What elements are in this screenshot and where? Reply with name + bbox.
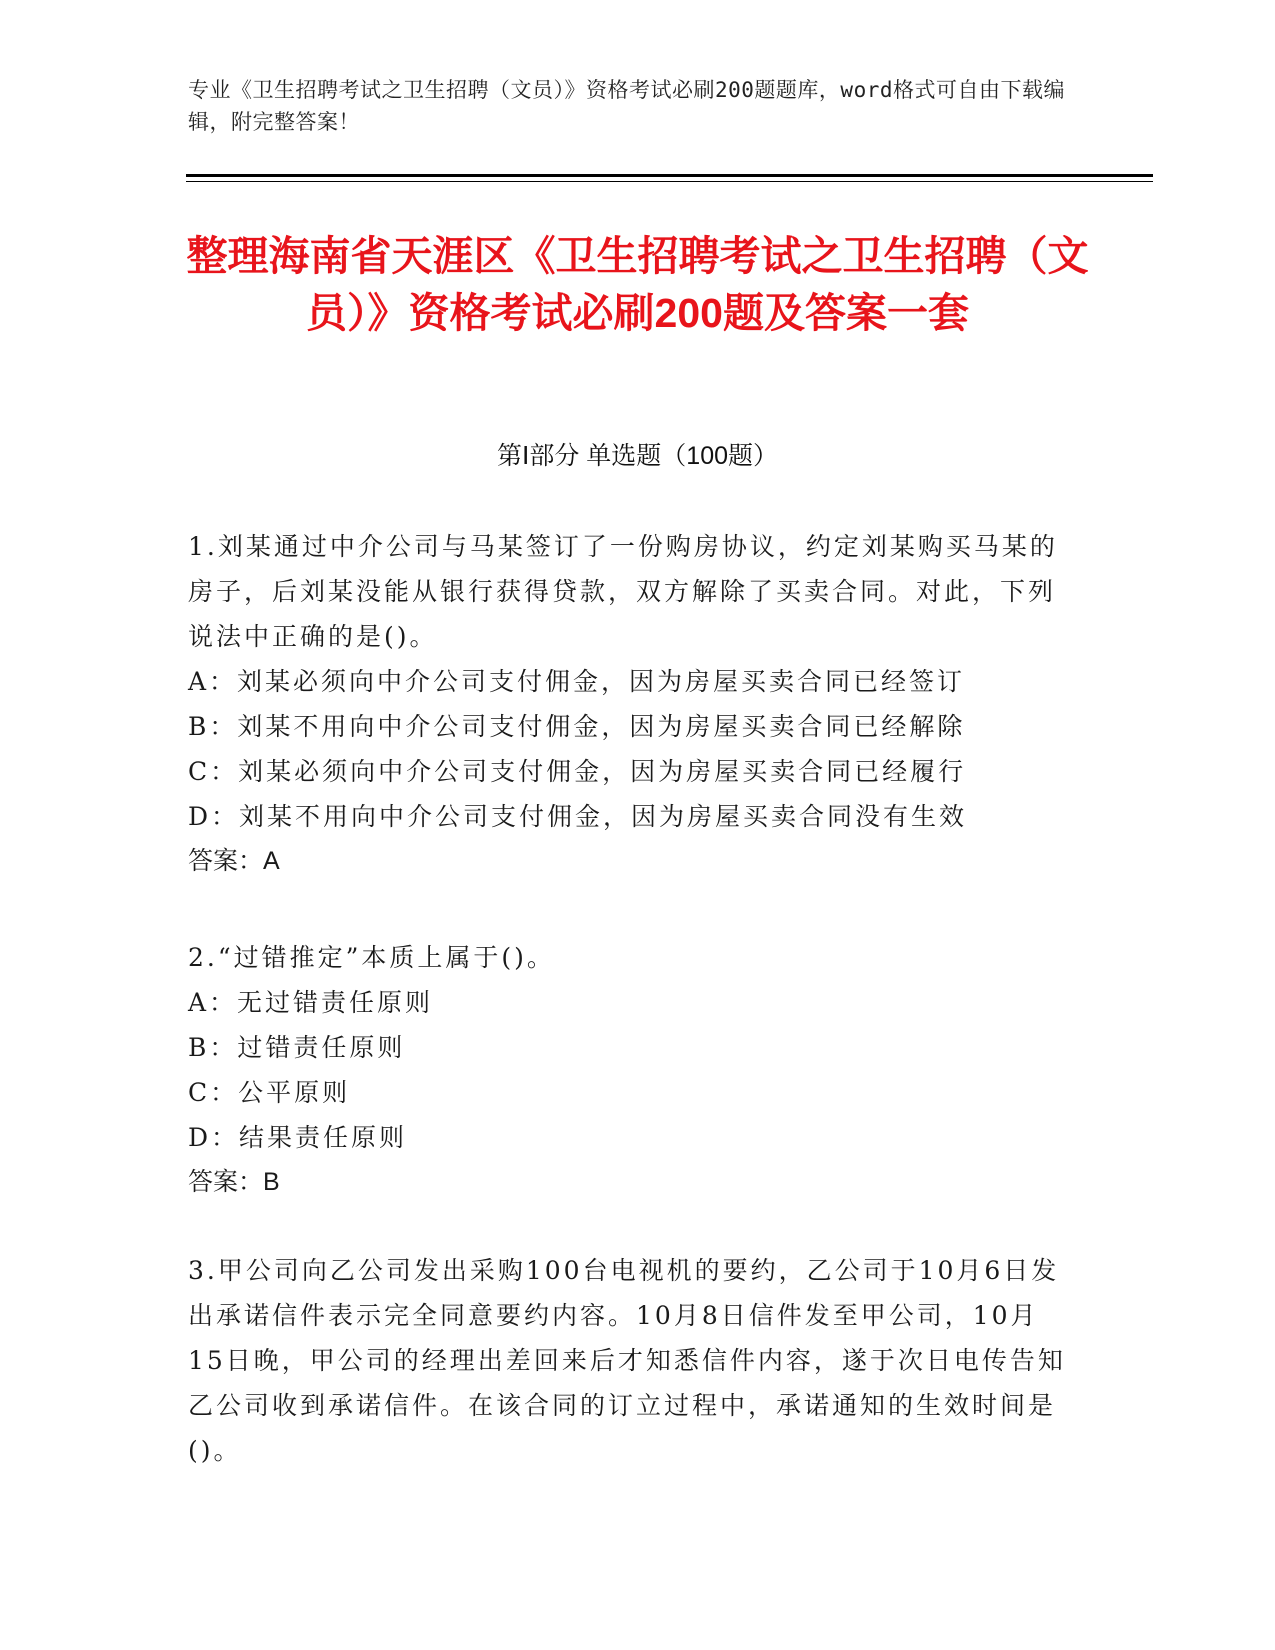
header-divider-thick xyxy=(186,174,1153,177)
question-stem: 1.刘某通过中介公司与马某签订了一份购房协议，约定刘某购买马某的房子，后刘某没能从银行获得贷款，双方解除了买卖合同。对此，下列说法中正确的是()。 xyxy=(188,532,1058,651)
question-stem: 3.甲公司向乙公司发出采购100台电视机的要约，乙公司于10月6日发出承诺信件表示完全同意要约内容。10月8日信件发至甲公司，10月15日晚，甲公司的经理出差回来后才知悉信件内容，遂于次日电传告知乙公司收到承诺信件。在该合同的订立过程中，承诺通知的生效时间是()。 xyxy=(188,1256,1066,1465)
header-divider-thin xyxy=(186,181,1153,182)
option-c: C：刘某必须向中介公司支付佣金，因为房屋买卖合同已经履行 xyxy=(188,757,967,786)
question-3 xyxy=(188,1248,1068,1473)
answer: 答案：A xyxy=(188,847,280,875)
question-stem: 2.“过错推定”本质上属于()。 xyxy=(188,943,555,972)
section-heading: 第Ⅰ部分 单选题（100题） xyxy=(496,442,779,470)
header-note: 专业《卫生招聘考试之卫生招聘（文员）》资格考试必刷200题题库，word格式可自由下载编辑，附完整答案！ xyxy=(188,78,1065,134)
question-2 xyxy=(188,935,1068,1205)
option-a: A：无过错责任原则 xyxy=(188,988,434,1017)
option-d: D：结果责任原则 xyxy=(188,1123,408,1152)
option-d: D：刘某不用向中介公司支付佣金，因为房屋买卖合同没有生效 xyxy=(188,802,968,831)
question-1 xyxy=(188,524,1068,884)
answer: 答案：B xyxy=(188,1168,280,1196)
document-title: 整理海南省天涯区《卫生招聘考试之卫生招聘（文员）》资格考试必刷200题及答案一套 xyxy=(186,233,1089,336)
option-c: C：公平原则 xyxy=(188,1078,351,1107)
option-a: A：刘某必须向中介公司支付佣金，因为房屋买卖合同已经签订 xyxy=(188,667,966,696)
option-b: B：刘某不用向中介公司支付佣金，因为房屋买卖合同已经解除 xyxy=(188,712,966,741)
option-b: B：过错责任原则 xyxy=(188,1033,406,1062)
